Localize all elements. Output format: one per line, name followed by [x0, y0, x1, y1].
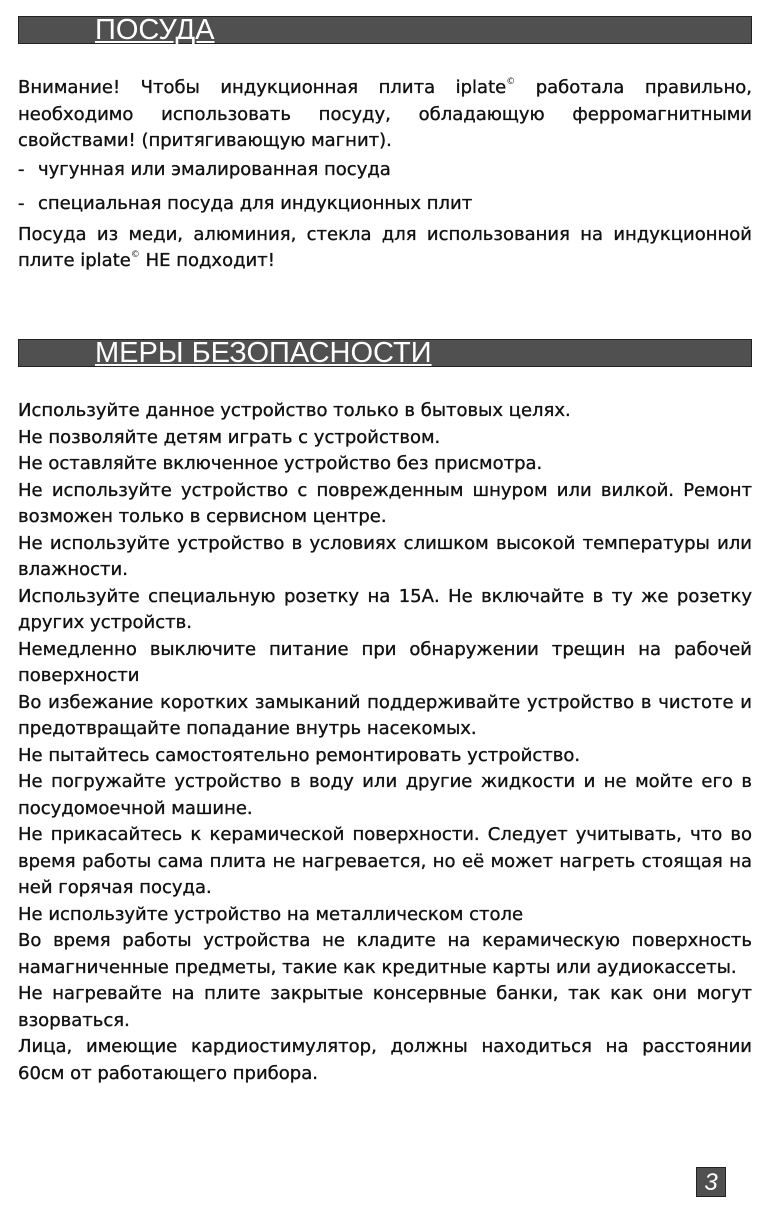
- safety-rule: Не оставляйте включенное устройство без присмотра.: [18, 453, 543, 474]
- list-dash: -: [18, 158, 25, 180]
- safety-rule: Лица, имеющие кардиостимулятор, должны находиться на расстоянии 60см от работающего прибора.: [18, 1036, 752, 1084]
- safety-rule: Не используйте устройство на металлическом столе: [18, 903, 524, 925]
- safety-rule: Во время работы устройства не кладите на керамическую поверхность намагниченные предметы, такие как кредитные карты или аудиокассеты.: [18, 930, 752, 978]
- safety-rule: Не нагревайте на плите закрытые консервные банки, так как они могут взорваться.: [18, 983, 752, 1031]
- safety-rule: Не используйте устройство в условиях слишком высокой температуры или влажности.: [18, 532, 752, 580]
- safety-rules: [18, 398, 752, 1087]
- safety-rule: Не пытайтесь самостоятельно ремонтировать устройство.: [18, 744, 581, 766]
- list-dash: -: [18, 193, 25, 214]
- list-item: - чугунная или эмалированная посуда: [18, 157, 752, 184]
- section-title-cookware: ПОСУДА: [95, 14, 215, 46]
- safety-rule: Не используйте устройство с поврежденным шнуром или вилкой. Ремонт возможен только в сервисном центре.: [18, 479, 752, 527]
- safety-rule: Во избежание коротких замыканий поддерживайте устройство в чистоте и предотвращайте попадание внутрь насекомых.: [18, 691, 752, 739]
- section-title-safety: МЕРЫ БЕЗОПАСНОСТИ: [95, 337, 432, 369]
- safety-rule: Не прикасайтесь к керамической поверхности. Следует учитывать, что во время работы сама плита не нагревается, но её может нагреть стоящая на ней горячая посуда.: [18, 824, 752, 898]
- registered-mark: ©: [506, 77, 516, 87]
- list-item: - специальная посуда для индукционных плит: [18, 191, 752, 218]
- section-header-cookware: [18, 16, 752, 44]
- registered-mark: ©: [130, 250, 140, 260]
- safety-rule: Используйте данное устройство только в бытовых целях.: [18, 400, 571, 421]
- safety-rule: Не позволяйте детям играть с устройством.: [18, 426, 441, 448]
- safety-rule: Используйте специальную розетку на 15А. Не включайте в ту же розетку других устройств.: [18, 585, 752, 633]
- section-header-safety: [18, 339, 752, 367]
- page-number: 3: [696, 1167, 726, 1197]
- cookware-warning: Посуда из меди, алюминия, стекла для использования на индукционной плите iplate© НЕ подходит!: [18, 223, 752, 271]
- safety-rule: Не погружайте устройство в воду или другие жидкости и не мойте его в посудомоечной машине.: [18, 771, 752, 819]
- cookware-intro: Внимание! Чтобы индукционная плита iplate© работала правильно, необходимо использовать посуду, обладающую ферромагнитными свойствами! (притягивающую магнит).: [18, 77, 752, 151]
- cookware-text: [18, 75, 752, 275]
- safety-rule: Немедленно выключите питание при обнаружении трещин на рабочей поверхности: [18, 638, 752, 686]
